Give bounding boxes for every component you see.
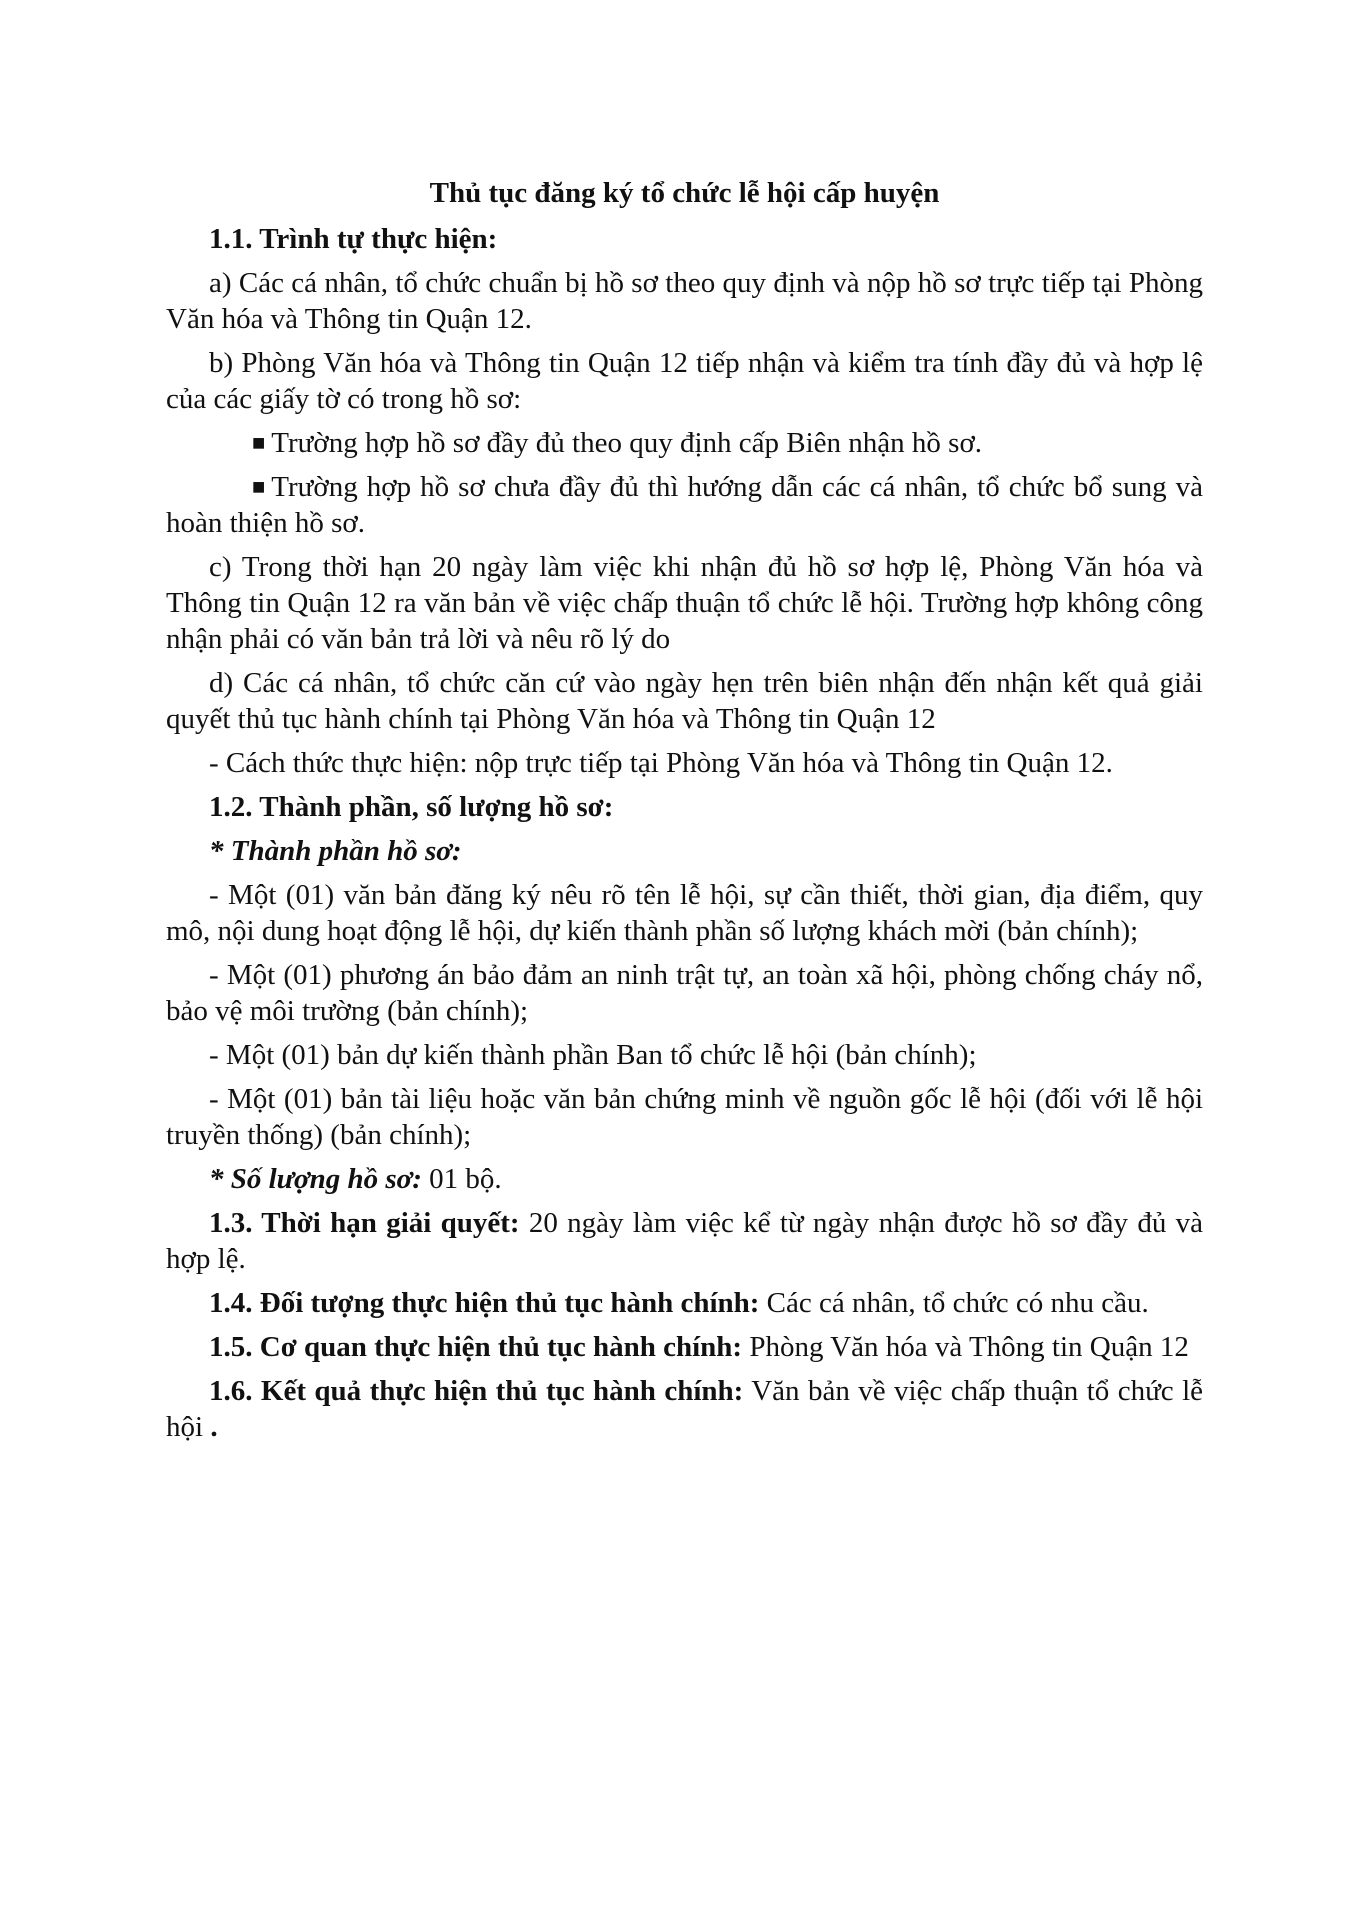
square-bullet-icon: ■: [252, 430, 266, 455]
section-1-6-label: 1.6. Kết quả thực hiện thủ tục hành chính:: [209, 1375, 744, 1407]
section-1-5: [166, 1329, 1203, 1365]
section-1-6-trailing: .: [203, 1411, 218, 1443]
component-item-2: - Một (01) phương án bảo đảm an ninh trật tự, an toàn xã hội, phòng chống cháy nổ, bảo vệ môi trường (bản chính);: [166, 959, 1203, 1027]
section-1-5-label: 1.5. Cơ quan thực hiện thủ tục hành chính:: [209, 1331, 743, 1363]
section-1-4-text: Các cá nhân, tổ chức có nhu cầu.: [759, 1287, 1149, 1319]
component-item-3: - Một (01) bản dự kiến thành phần Ban tổ chức lễ hội (bản chính);: [209, 1039, 977, 1071]
section-1-4-label: 1.4. Đối tượng thực hiện thủ tục hành chính:: [209, 1287, 760, 1319]
quantity-value: 01 bộ.: [421, 1163, 502, 1195]
section-1-1-heading: 1.1. Trình tự thực hiện:: [209, 223, 498, 255]
section-1-3-label: 1.3. Thời hạn giải quyết:: [209, 1207, 520, 1239]
section-1-1-para-a: a) Các cá nhân, tổ chức chuẩn bị hồ sơ theo quy định và nộp hồ sơ trực tiếp tại Phòng Văn hóa và Thông tin Quận 12.: [166, 267, 1203, 335]
section-1-3-text: 20 ngày làm việc kể từ ngày nhận được hồ sơ đầy đủ và hợp lệ.: [166, 1207, 1203, 1275]
section-1-2-heading: 1.2. Thành phần, số lượng hồ sơ:: [209, 791, 614, 823]
section-1-1-para-d: d) Các cá nhân, tổ chức căn cứ vào ngày hẹn trên biên nhận đến nhận kết quả giải quyết thủ tục hành chính tại Phòng Văn hóa và Thông tin Quận 12: [166, 667, 1203, 735]
document-page: [166, 175, 1203, 1453]
bullet-1-text: Trường hợp hồ sơ đầy đủ theo quy định cấp Biên nhận hồ sơ.: [271, 427, 983, 459]
section-1-1-method: - Cách thức thực hiện: nộp trực tiếp tại Phòng Văn hóa và Thông tin Quận 12.: [209, 747, 1113, 779]
document-title: Thủ tục đăng ký tổ chức lễ hội cấp huyện: [429, 177, 940, 209]
section-1-5-text: Phòng Văn hóa và Thông tin Quận 12: [742, 1331, 1189, 1363]
square-bullet-icon: ■: [252, 474, 266, 499]
section-1-6: [166, 1373, 1203, 1445]
quantity-line: [166, 1161, 1203, 1197]
section-1-1-bullet-1: [166, 425, 1203, 461]
section-1-1-para-b: b) Phòng Văn hóa và Thông tin Quận 12 tiếp nhận và kiểm tra tính đầy đủ và hợp lệ của các giấy tờ có trong hồ sơ:: [166, 347, 1203, 415]
section-1-6-text: Văn bản về việc chấp thuận tổ chức lễ hội: [166, 1375, 1203, 1443]
component-item-4: - Một (01) bản tài liệu hoặc văn bản chứng minh về nguồn gốc lễ hội (đối với lễ hội truyền thống) (bản chính);: [166, 1083, 1203, 1151]
section-1-1-bullet-2: [166, 469, 1203, 541]
section-1-1-para-c: c) Trong thời hạn 20 ngày làm việc khi nhận đủ hồ sơ hợp lệ, Phòng Văn hóa và Thông tin Quận 12 ra văn bản về việc chấp thuận tổ chức lễ hội. Trường hợp không công nhận phải có văn bản trả lời và nêu rõ lý do: [166, 551, 1203, 655]
section-1-3: [166, 1205, 1203, 1277]
quantity-label: * Số lượng hồ sơ:: [209, 1163, 422, 1195]
components-label: * Thành phần hồ sơ:: [209, 835, 462, 867]
section-1-4: [166, 1285, 1203, 1321]
component-item-1: - Một (01) văn bản đăng ký nêu rõ tên lễ hội, sự cần thiết, thời gian, địa điểm, quy mô, nội dung hoạt động lễ hội, dự kiến thành phần số lượng khách mời (bản chính);: [166, 879, 1203, 947]
bullet-2-text: Trường hợp hồ sơ chưa đầy đủ thì hướng dẫn các cá nhân, tổ chức bổ sung và hoàn thiện hồ sơ.: [166, 471, 1203, 539]
